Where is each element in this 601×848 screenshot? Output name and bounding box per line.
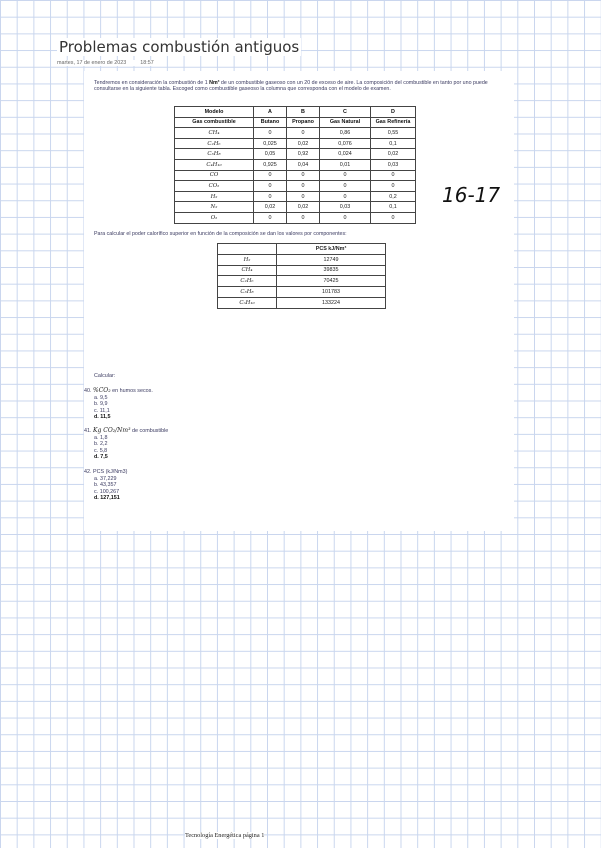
- composition-value: 0,05: [254, 149, 287, 160]
- composition-row: [175, 159, 416, 170]
- composition-value: 0,1: [371, 138, 416, 149]
- composition-value: 0: [287, 191, 320, 202]
- question-label: en humos secos.: [110, 388, 153, 394]
- composition-value: 0: [254, 128, 287, 139]
- question-text: [84, 427, 168, 434]
- composition-formula: C₃H₈: [175, 149, 254, 160]
- composition-value: 0,01: [320, 159, 371, 170]
- pcs-formula: C₃H₈: [218, 287, 277, 298]
- composition-value: 0,02: [371, 149, 416, 160]
- intro-text-a: Tendremos en consideración la combustión de 1: [94, 80, 210, 86]
- pasted-problem-sheet: [84, 71, 514, 531]
- handwritten-text: 16-17: [442, 183, 501, 207]
- composition-formula: CH₄: [175, 128, 254, 139]
- pcs-row: [218, 297, 386, 308]
- question-number: 40.: [84, 388, 92, 394]
- question-options: [84, 395, 153, 421]
- composition-value: 0,86: [320, 128, 371, 139]
- pcs-formula: H₂: [218, 254, 277, 265]
- question-formula: %CO₂: [93, 387, 111, 394]
- calc-label: Calcular:: [94, 373, 116, 379]
- question-text: [84, 468, 127, 475]
- pcs-formula: CH₄: [218, 265, 277, 276]
- question-options: [84, 476, 127, 502]
- composition-subheader: Propano: [287, 117, 320, 128]
- composition-formula: H₂: [175, 191, 254, 202]
- question-option: a. 37,229: [94, 476, 117, 482]
- pcs-row: [218, 287, 386, 298]
- question-option: b. 43,357: [94, 482, 117, 489]
- problem-intro: [94, 80, 504, 93]
- pcs-value: 70425: [277, 276, 386, 287]
- pcs-value: 133224: [277, 297, 386, 308]
- composition-header: Modelo: [175, 107, 254, 118]
- composition-header: B: [287, 107, 320, 118]
- composition-value: 0: [254, 212, 287, 223]
- composition-subheader: Gas Refinería: [371, 117, 416, 128]
- intro-text-b: de un combustible gaseoso con un 20 de exceso de aire. La composición del combustible en tanto por uno puede consultarse en la siguiente tabla. Escoged como combustible gaseoso la columna que corresponda con el modelo de examen.: [94, 80, 488, 93]
- question: [84, 468, 127, 502]
- question-option: c. 11,1: [94, 407, 110, 414]
- composition-row: [175, 191, 416, 202]
- composition-value: 0,1: [371, 202, 416, 213]
- pcs-body: [218, 254, 386, 308]
- question-option: b. 9,9: [94, 401, 108, 408]
- pcs-table: [217, 243, 386, 309]
- page-footer: Tecnología Energética página 1: [185, 832, 265, 839]
- page-date: martes, 17 de enero de 2023: [57, 60, 127, 66]
- question: [84, 427, 168, 461]
- question-option: c. 100,267: [94, 488, 120, 495]
- composition-value: 0,03: [320, 202, 371, 213]
- composition-header: C: [320, 107, 371, 118]
- composition-value: 0: [320, 170, 371, 181]
- pcs-formula: CₙH₁₀: [218, 297, 277, 308]
- composition-value: 0: [320, 191, 371, 202]
- composition-value: 0,025: [254, 138, 287, 149]
- pcs-row: [218, 276, 386, 287]
- question-label: de combustible: [130, 428, 169, 434]
- composition-formula: N₂: [175, 202, 254, 213]
- handwritten-note: [440, 180, 520, 210]
- composition-value: 0,024: [320, 149, 371, 160]
- composition-value: 0,02: [287, 202, 320, 213]
- composition-subheader-row: [175, 117, 416, 128]
- question-option: d. 7,5: [94, 454, 108, 461]
- composition-formula: C₂H₆: [175, 138, 254, 149]
- composition-header: D: [371, 107, 416, 118]
- composition-value: 0: [371, 181, 416, 192]
- composition-formula: C₄H₁₀: [175, 159, 254, 170]
- composition-header: A: [254, 107, 287, 118]
- composition-row: [175, 149, 416, 160]
- pcs-note: Para calcular el poder calorífico superior en función de la composición se dan los valores por componentes:: [94, 231, 347, 237]
- composition-value: 0: [254, 170, 287, 181]
- question-option: d. 127,151: [94, 495, 120, 502]
- composition-value: 0,03: [371, 159, 416, 170]
- question-options: [84, 435, 168, 461]
- pcs-formula: C₂H₆: [218, 276, 277, 287]
- composition-formula: O₂: [175, 212, 254, 223]
- composition-value: 0: [287, 170, 320, 181]
- composition-table: [174, 106, 416, 224]
- composition-value: 0,925: [254, 159, 287, 170]
- pcs-header-row: [218, 244, 386, 255]
- composition-value: 0,02: [287, 138, 320, 149]
- composition-header-row: [175, 107, 416, 118]
- question-number: 41.: [84, 428, 92, 434]
- composition-body: [175, 128, 416, 223]
- composition-value: 0,92: [287, 149, 320, 160]
- pcs-value: 12749: [277, 254, 386, 265]
- pcs-row: [218, 265, 386, 276]
- composition-row: [175, 138, 416, 149]
- composition-value: 0: [254, 191, 287, 202]
- composition-row: [175, 202, 416, 213]
- composition-row: [175, 128, 416, 139]
- composition-value: 0: [320, 181, 371, 192]
- composition-value: 0,04: [287, 159, 320, 170]
- pcs-header: PCS kJ/Nm³: [277, 244, 386, 255]
- composition-value: 0: [287, 212, 320, 223]
- composition-row: [175, 170, 416, 181]
- composition-value: 0,55: [371, 128, 416, 139]
- composition-formula: CO₂: [175, 181, 254, 192]
- pcs-value: 101783: [277, 287, 386, 298]
- question-formula: Kg CO₂/Nm³: [93, 427, 131, 434]
- question-option: c. 5,8: [94, 447, 108, 454]
- composition-value: 0: [320, 212, 371, 223]
- composition-subheader: Butano: [254, 117, 287, 128]
- composition-value: 0: [254, 181, 287, 192]
- question-text: [84, 387, 153, 394]
- composition-row: [175, 212, 416, 223]
- composition-value: 0,076: [320, 138, 371, 149]
- composition-value: 0: [287, 181, 320, 192]
- composition-value: 0: [371, 212, 416, 223]
- page-time: 18:57: [140, 60, 154, 66]
- page-title: Problemas combustión antiguos: [59, 38, 300, 56]
- composition-subheader: Gas combustible: [175, 117, 254, 128]
- composition-value: 0,02: [254, 202, 287, 213]
- composition-row: [175, 181, 416, 192]
- pcs-row: [218, 254, 386, 265]
- question-option: a. 1,8: [94, 435, 108, 441]
- pcs-header-empty: [218, 244, 277, 255]
- question-option: b. 2,2: [94, 441, 108, 448]
- composition-formula: CO: [175, 170, 254, 181]
- question-option: d. 11,5: [94, 414, 111, 421]
- composition-subheader: Gas Natural: [320, 117, 371, 128]
- question: [84, 387, 153, 421]
- question-label: PCS (kJ/Nm3): [93, 469, 128, 475]
- composition-value: 0: [287, 128, 320, 139]
- page-meta: [57, 60, 154, 66]
- pcs-value: 39835: [277, 265, 386, 276]
- composition-value: 0,2: [371, 191, 416, 202]
- question-number: 42.: [84, 469, 92, 475]
- intro-unit: Nm³: [209, 80, 220, 86]
- composition-value: 0: [371, 170, 416, 181]
- question-option: a. 9,5: [94, 395, 108, 401]
